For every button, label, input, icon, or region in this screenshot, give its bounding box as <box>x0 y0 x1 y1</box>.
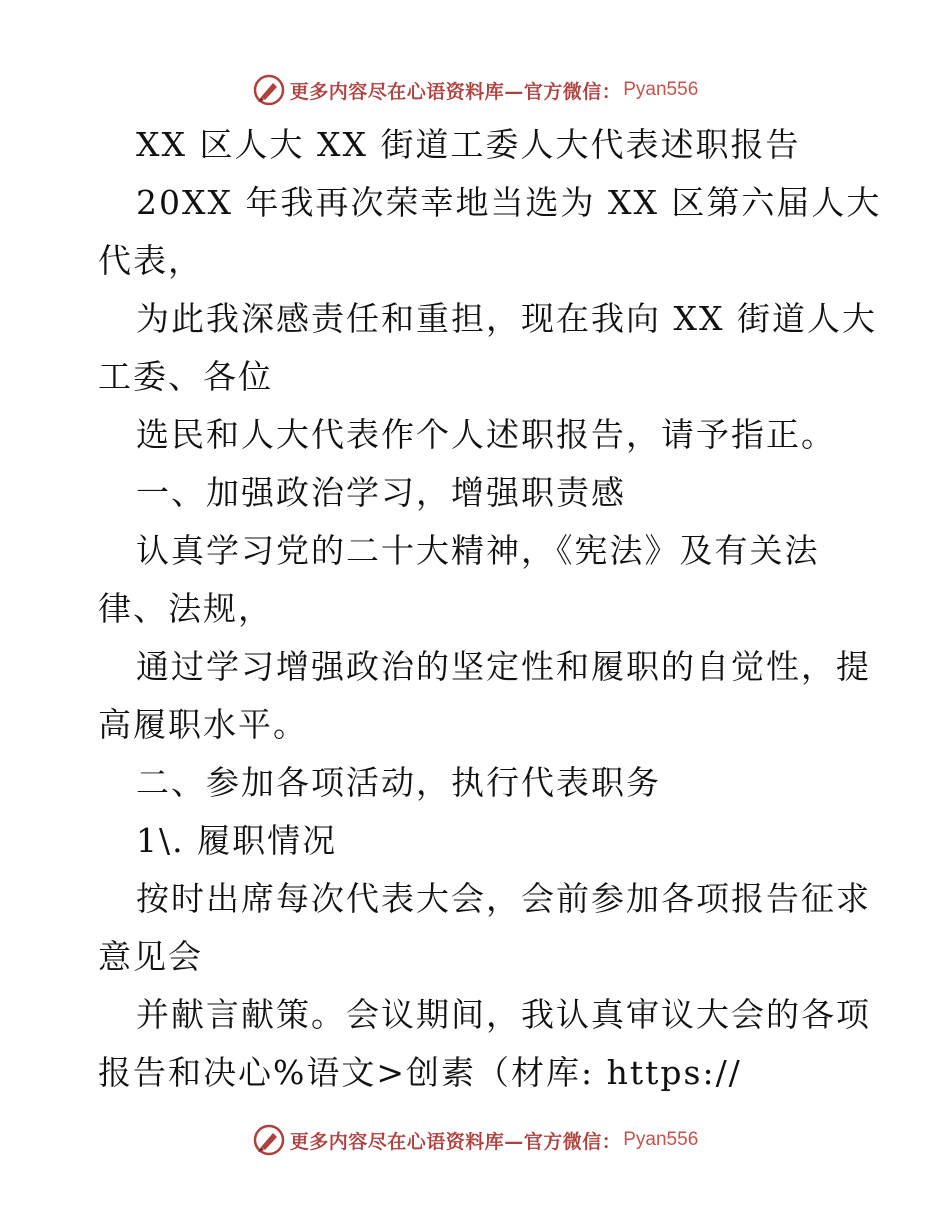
wechat-id: Pyan556 <box>623 1129 699 1150</box>
banner-text: 更多内容尽在心语资料库—官方微信： <box>289 80 622 103</box>
text-line: 按时出席每次代表大会，会前参加各项报告征求 <box>136 879 871 918</box>
pen-logo-icon <box>252 73 286 107</box>
text-line: XX 区人大 XX 街道工委人大代表述职报告 <box>136 125 801 164</box>
text-line: 一、加强政治学习，增强职责感 <box>136 473 626 512</box>
text-line: 通过学习增强政治的坚定性和履职的自觉性，提 <box>136 647 871 686</box>
text-line: 意见会 <box>98 937 203 976</box>
text-line: 律、法规， <box>98 589 273 628</box>
text-line: 为此我深感责任和重担，现在我向 XX 街道人大 <box>136 299 877 338</box>
wechat-id: Pyan556 <box>623 79 699 100</box>
text-line: 并献言献策。会议期间，我认真审议大会的各项 <box>136 995 871 1034</box>
text-line: 工委、各位 <box>98 357 273 396</box>
text-line: 1\. 履职情况 <box>136 821 338 860</box>
document-body <box>98 116 882 1102</box>
text-line: 选民和人大代表作个人述职报告，请予指正。 <box>136 415 836 454</box>
header-banner <box>0 70 950 110</box>
text-line: 认真学习党的二十大精神，《宪法》及有关法 <box>136 531 820 570</box>
text-line: 二、参加各项活动，执行代表职务 <box>136 763 661 802</box>
banner-text: 更多内容尽在心语资料库—官方微信： <box>289 1130 622 1153</box>
text-line: 20XX 年我再次荣幸地当选为 XX 区第六届人大 <box>136 183 882 222</box>
text-line: 代表， <box>98 241 203 280</box>
text-line: 报告和决心%语文>创素（材库: https:// <box>98 1053 742 1092</box>
footer-banner <box>0 1120 950 1160</box>
text-line: 高履职水平。 <box>98 705 308 744</box>
pen-logo-icon <box>252 1123 286 1157</box>
